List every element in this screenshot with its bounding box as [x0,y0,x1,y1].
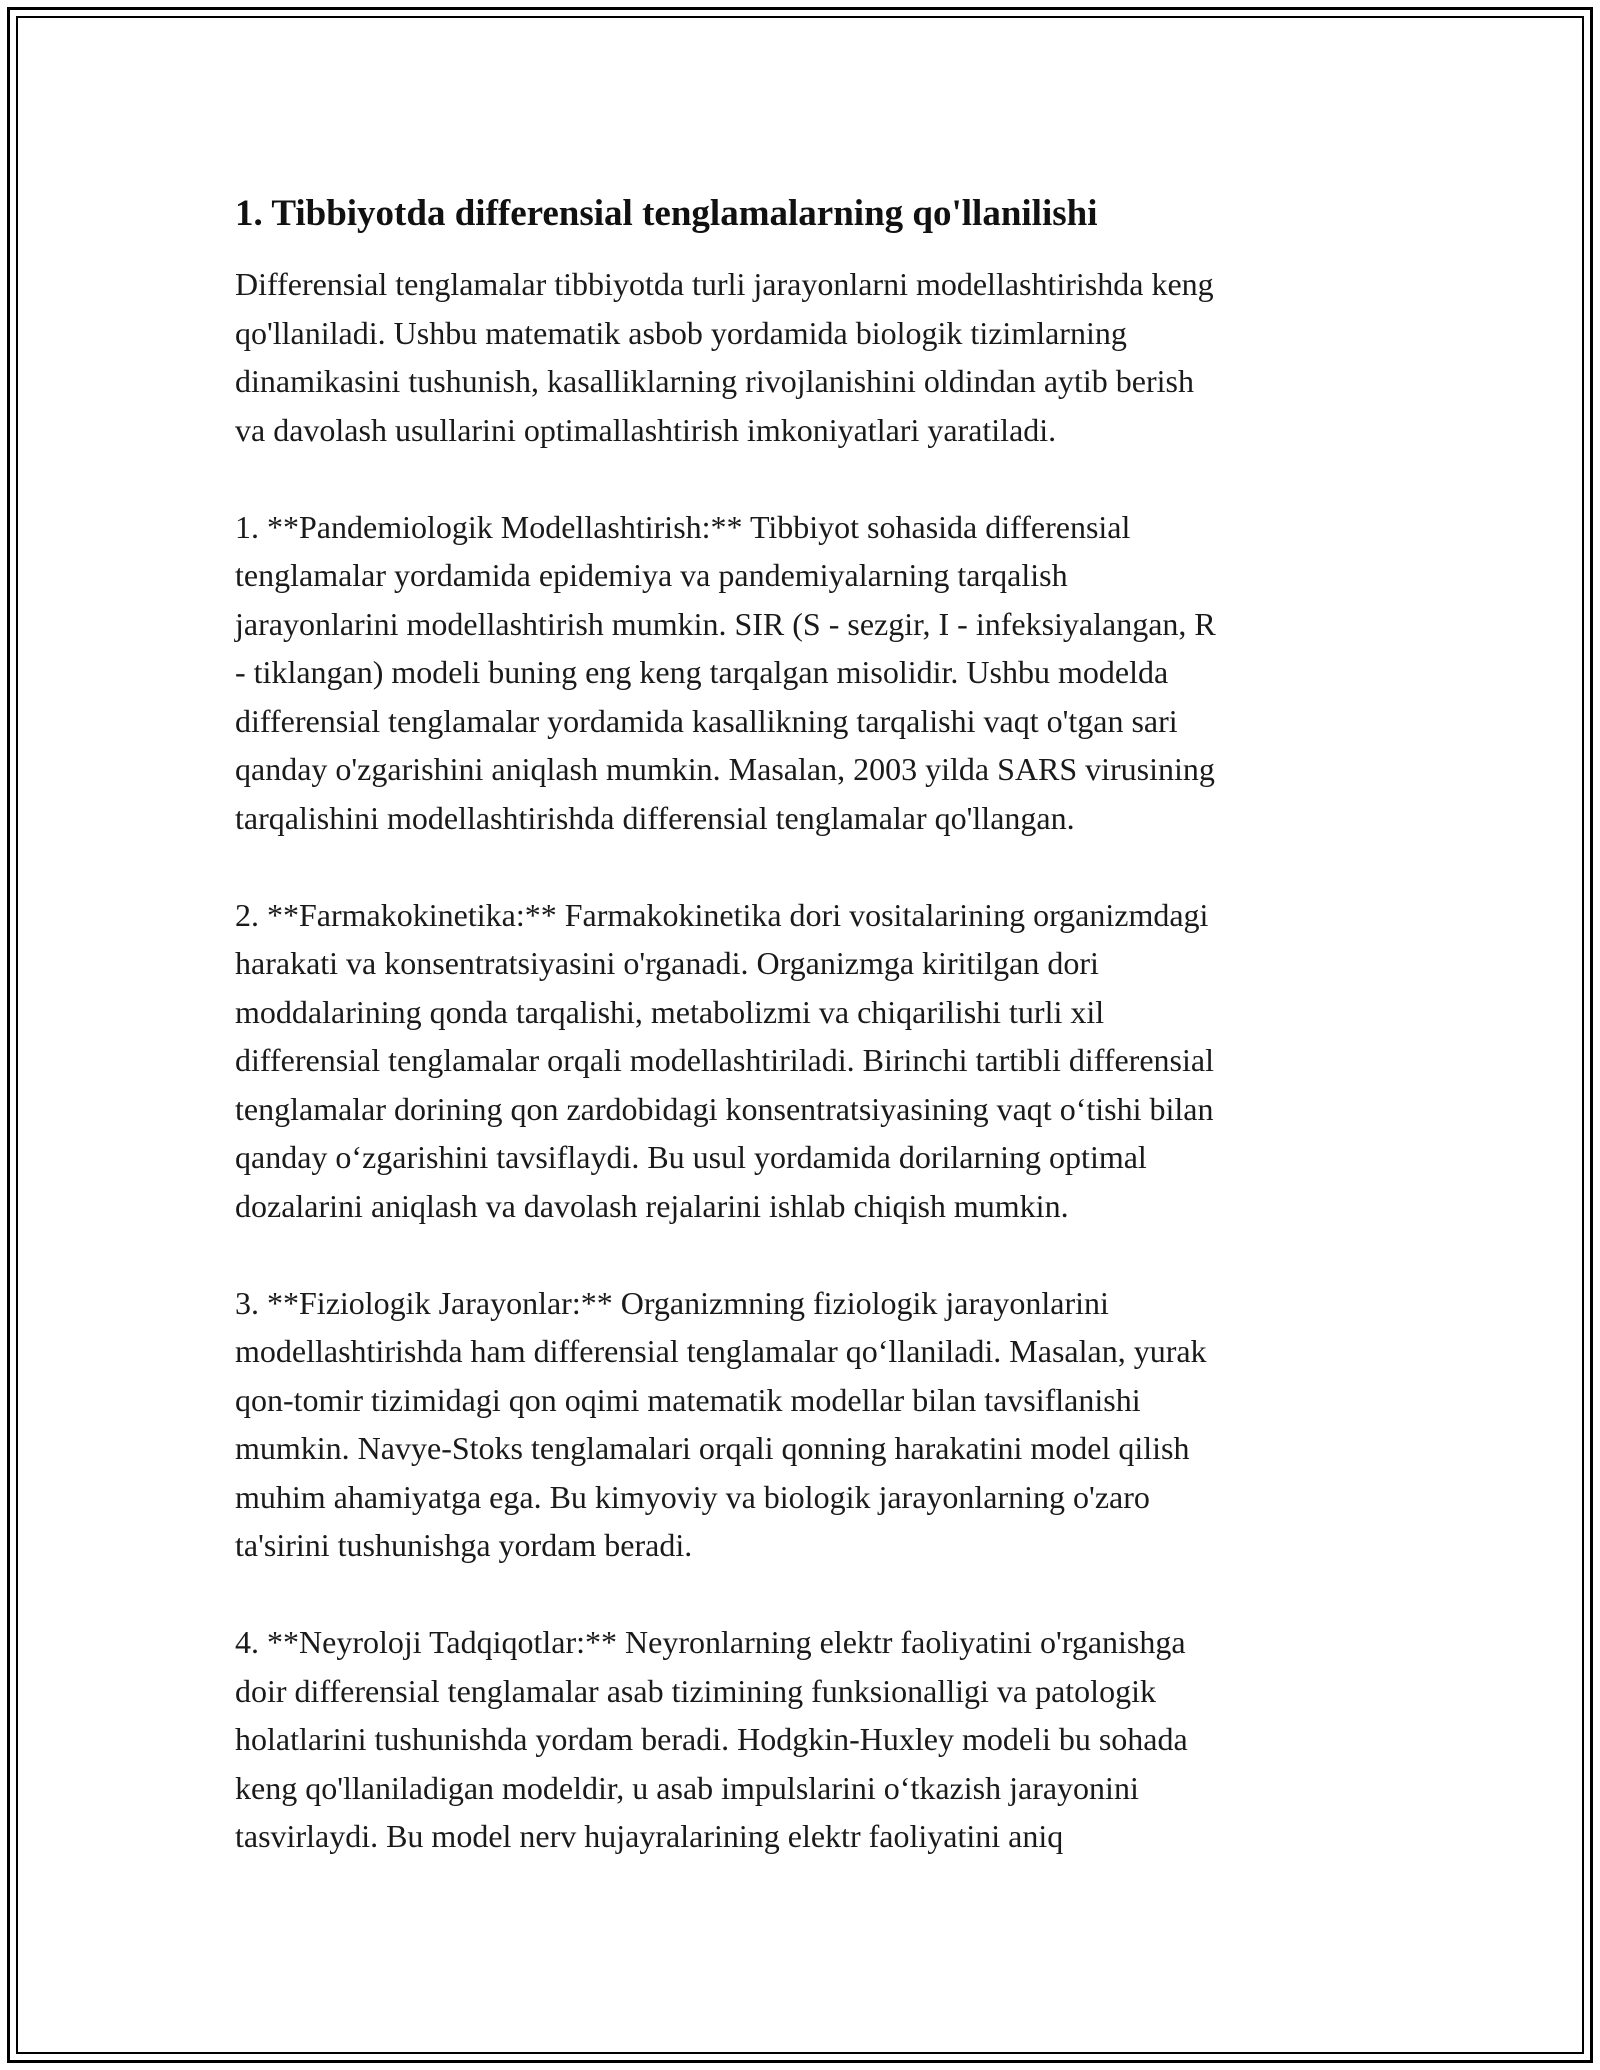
list-item-fiziologik: 3. **Fiziologik Jarayonlar:** Organizmning fiziologik jarayonlarini modellashtirishda ham differensial tenglamalar qo‘llaniladi. Masalan, yurak qon-tomir tizimidagi qon oqimi matematik modellar bilan tavsiflanishi mumkin. Navye-Stoks tenglamalari orqali qonning harakatini model qilish muhim ahamiyatga ega. Bu kimyoviy va biologik jarayonlarning o'zaro ta'sirini tushunishga yordam beradi. [235,1284,1207,1563]
document-body [235,190,1375,1909]
list-item-pandemiologik: 1. **Pandemiologik Modellashtirish:** Tibbiyot sohasida differensial tenglamalar yordamida epidemiya va pandemiyalarning tarqalish jarayonlarini modellashtirish mumkin. SIR (S - sezgir, I - infeksiyalangan, R - tiklangan) modeli buning eng keng tarqalgan misolidir. Ushbu modelda differensial tenglamalar yordamida kasallikning tarqalishi vaqt o'tgan sari qanday o'zgarishini aniqlash mumkin. Masalan, 2003 yilda SARS virusining tarqalishini modellashtirishda differensial tenglamalar qo'llangan. [235,508,1216,836]
intro-paragraph: Differensial tenglamalar tibbiyotda turli jarayonlarni modellashtirishda keng qo'llaniladi. Ushbu matematik asbob yordamida biologik tizimlarning dinamikasini tushunish, kasalliklarning rivojlanishini oldindan aytib berish va davolash usullarini optimallashtirish imkoniyatlari yaratiladi. [235,266,1214,448]
list-item-farmakokinetika: 2. **Farmakokinetika:** Farmakokinetika dori vositalarining organizmdagi harakati va konsentratsiyasini o'rganadi. Organizmga kiritilgan dori moddalarining qonda tarqalishi, metabolizmi va chiqarilishi turli xil differensial tenglamalar orqali modellashtiriladi. Birinchi tartibli differensial tenglamalar dorining qon zardobidagi konsentratsiyasining vaqt o‘tishi bilan qanday o‘zgarishini tavsiflaydi. Bu usul yordamida dorilarning optimal dozalarini aniqlash va davolash rejalarini ishlab chiqish mumkin. [235,896,1214,1224]
section-heading: 1. Tibbiyotda differensial tenglamalarning qo'llanilishi [235,193,1098,234]
list-item-neyroloji: 4. **Neyroloji Tadqiqotlar:** Neyronlarning elektr faoliyatini o'rganishga doir differensial tenglamalar asab tizimining funksionalligi va patologik holatlarini tushunishda yordam beradi. Hodgkin-Huxley modeli bu sohada keng qo'llaniladigan modeldir, u asab impulslarini o‘tkazish jarayonini tasvirlaydi. Bu model nerv hujayralarining elektr faoliyatini aniq [235,1624,1188,1854]
